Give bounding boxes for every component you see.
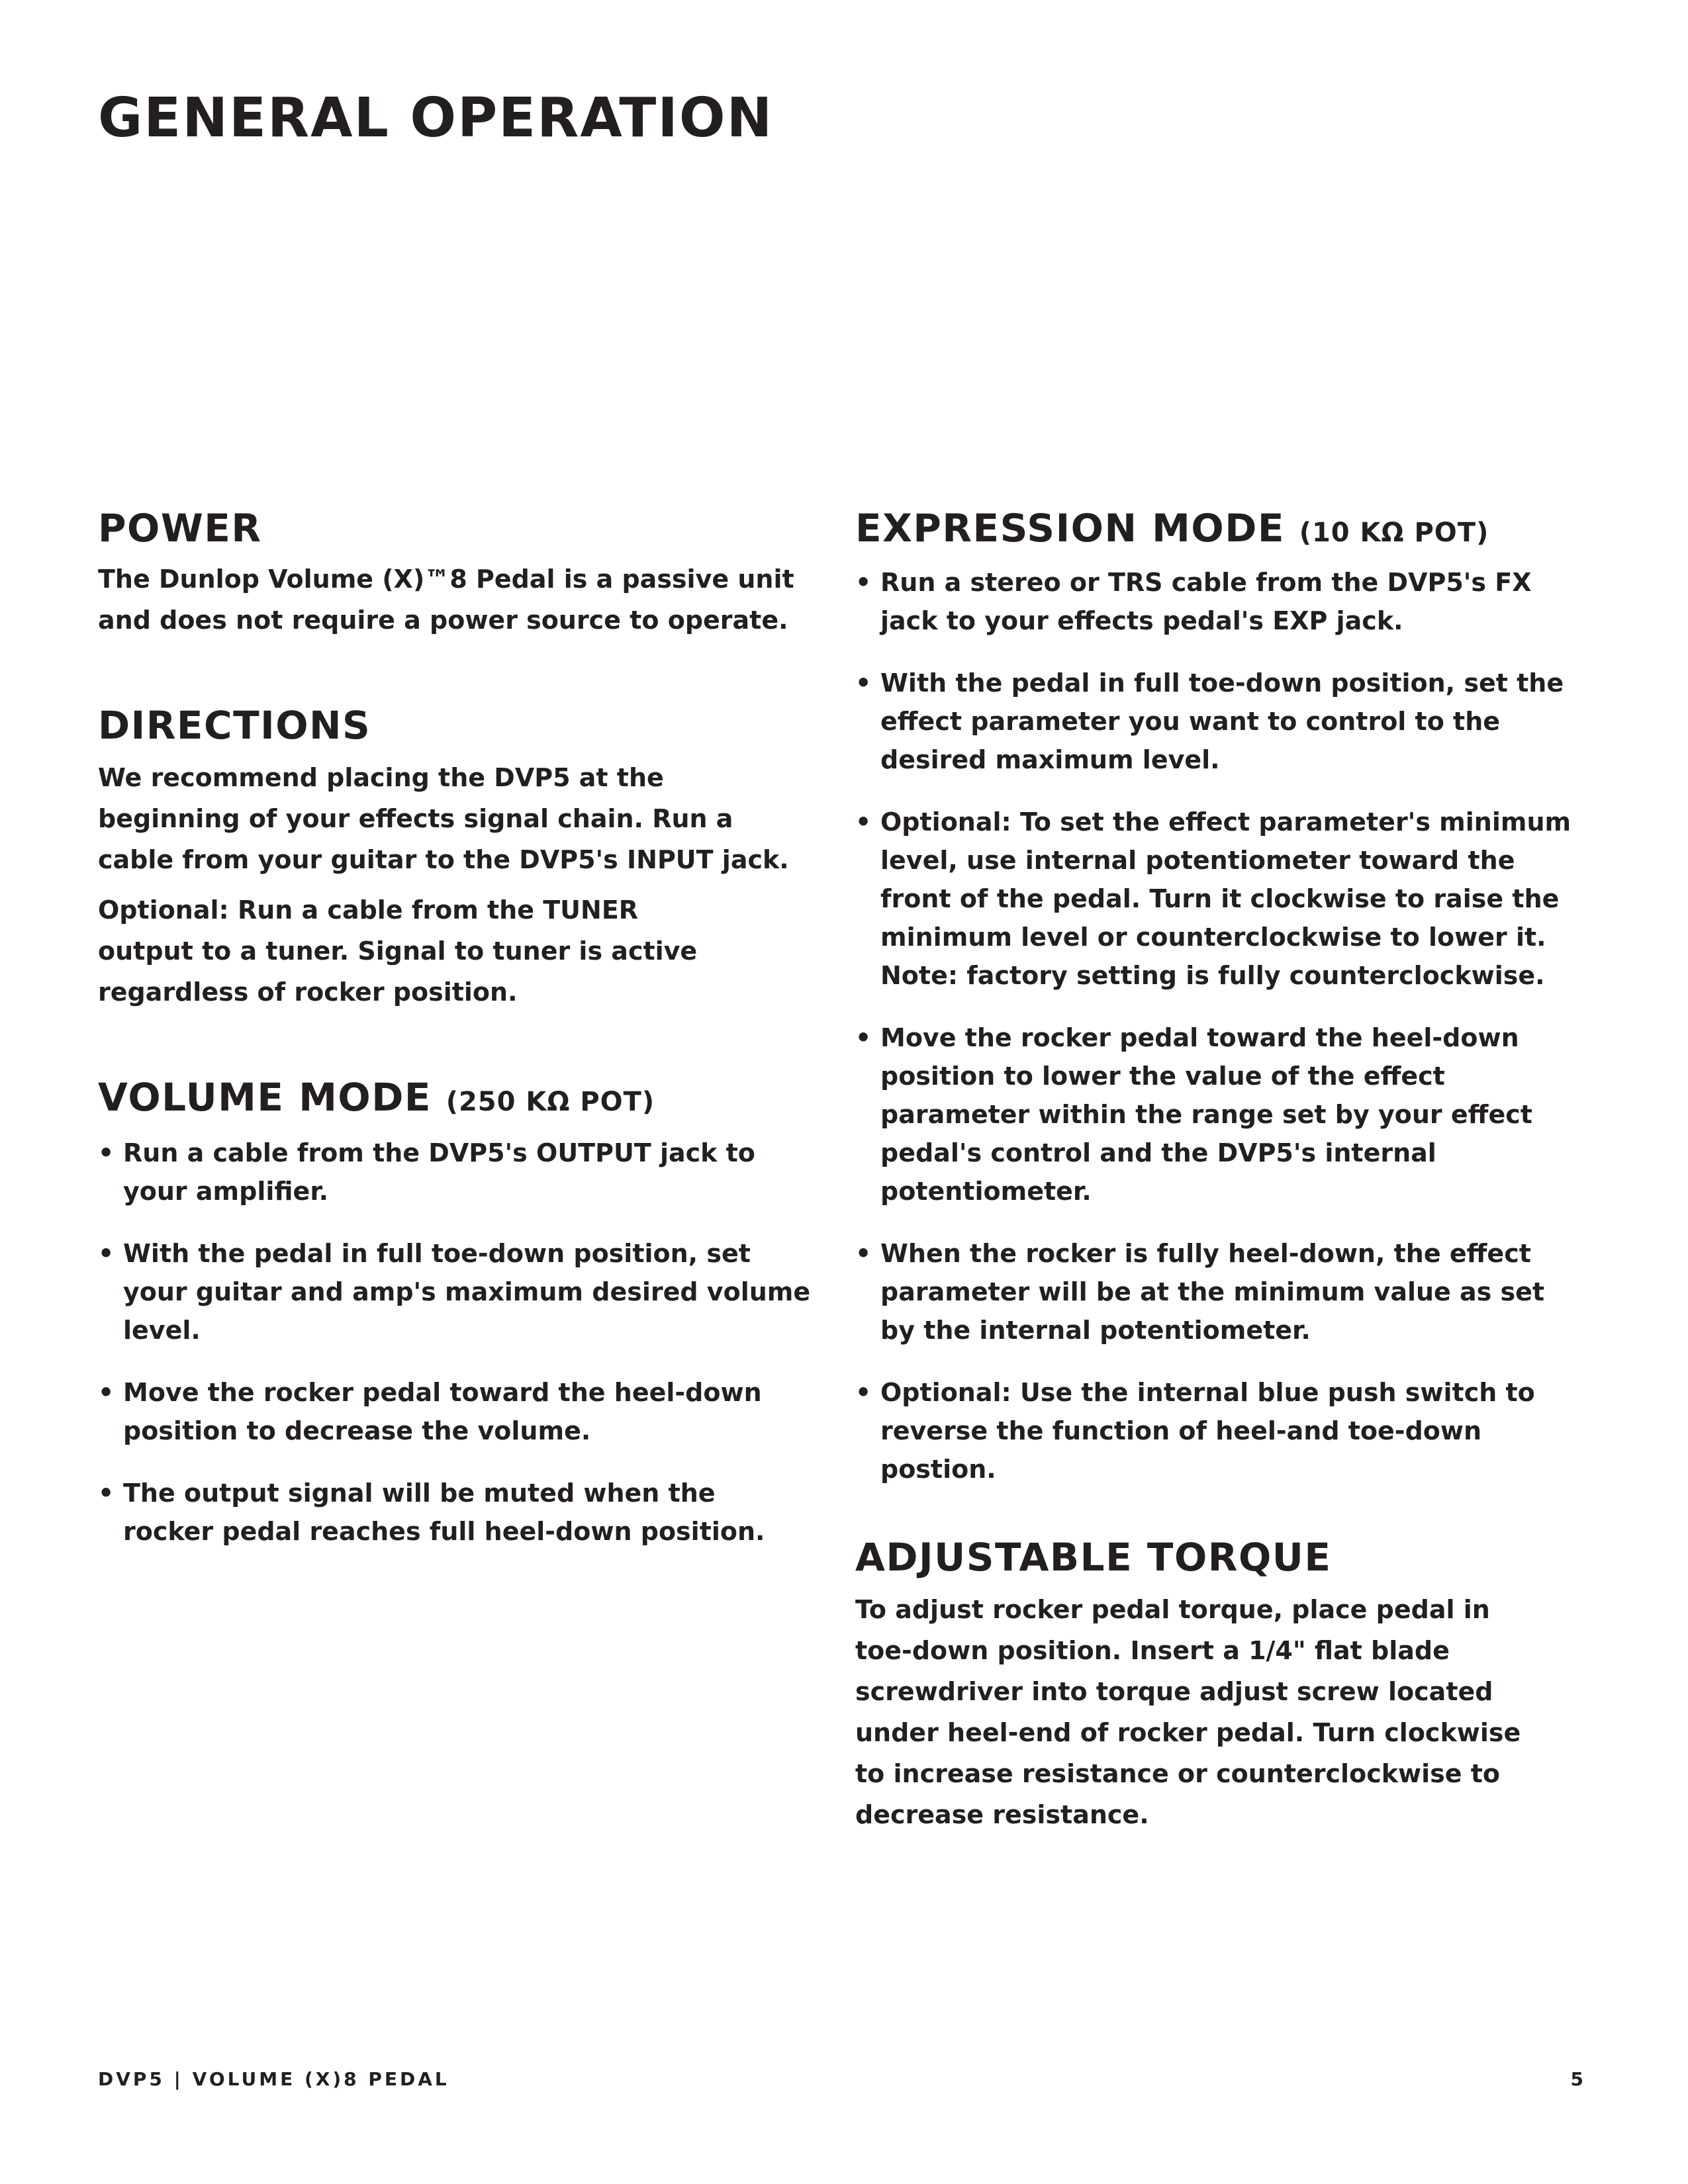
directions-section [98, 699, 813, 1013]
bullet-icon: • [855, 1239, 872, 1268]
volume-mode-title: VOLUME MODE [98, 1075, 432, 1120]
expression-mode-heading [855, 502, 1583, 559]
directions-body: We recommend placing the DVP5 at the beginning of your effects signal chain. Run a cable from your guitar to the DVP5's INPUT jack. [98, 763, 789, 874]
bullet-icon: • [855, 1023, 872, 1052]
list-item [855, 664, 1583, 779]
power-body: The Dunlop Volume (X)™8 Pedal is a passive unit and does not require a power source to operate. [98, 565, 794, 635]
footer-product-name: DVP5 | VOLUME (X)8 PEDAL [98, 2068, 449, 2090]
list-item [855, 803, 1583, 995]
list-item-text: With the pedal in full toe-down position, set your guitar and amp's maximum desired volume level. [123, 1239, 811, 1345]
list-item [98, 1373, 813, 1450]
expression-mode-title: EXPRESSION MODE [855, 506, 1285, 551]
bullet-icon: • [98, 1479, 115, 1508]
list-item-text: Optional: Use the internal blue push switch to reverse the function of heel-and toe-down postion. [880, 1378, 1535, 1484]
adjustable-torque-heading: ADJUSTABLE TORQUE [855, 1535, 1332, 1580]
list-item [855, 1234, 1583, 1349]
list-item-text: Run a stereo or TRS cable from the DVP5's FX jack to your effects pedal's EXP jack. [880, 568, 1532, 635]
expression-mode-section [855, 502, 1583, 1488]
list-item-text: Run a cable from the DVP5's OUTPUT jack to your amplifier. [123, 1138, 755, 1206]
volume-mode-list [98, 1134, 813, 1551]
volume-mode-subtitle: (250 KΩ POT) [445, 1087, 655, 1117]
bullet-icon: • [855, 568, 872, 597]
list-item-text: With the pedal in full toe-down position, set the effect parameter you want to control to the desired maximum level. [880, 668, 1564, 774]
power-heading: POWER [98, 506, 262, 551]
volume-mode-heading [98, 1071, 813, 1128]
list-item-text: Move the rocker pedal toward the heel-down position to decrease the volume. [123, 1378, 762, 1445]
adjustable-torque-section [855, 1531, 1583, 1835]
list-item [855, 1373, 1583, 1488]
list-item [98, 1134, 813, 1210]
list-item-text: Move the rocker pedal toward the heel-down position to lower the value of the effect parameter within the range set by your effect pedal's control and the DVP5's internal potentiometer. [880, 1023, 1532, 1206]
bullet-icon: • [855, 807, 872, 837]
page-number: 5 [1570, 2068, 1583, 2090]
left-column [98, 502, 813, 1574]
bullet-icon: • [98, 1378, 115, 1407]
page-title: GENERAL OPERATION [98, 87, 774, 150]
list-item-text: Optional: To set the effect parameter's minimum level, use internal potentiometer toward the front of the pedal. Turn it clockwise to raise the minimum level or counterclockwise to lower it. Note: factory setting is fully counterclockwise. [880, 807, 1571, 990]
expression-mode-subtitle: (10 KΩ POT) [1299, 518, 1489, 548]
list-item [98, 1474, 813, 1551]
directions-heading: DIRECTIONS [98, 703, 371, 748]
power-section [98, 502, 813, 641]
list-item [98, 1234, 813, 1349]
list-item-text: The output signal will be muted when the rocker pedal reaches full heel-down position. [123, 1479, 765, 1546]
right-column [855, 502, 1583, 1835]
directions-optional: Optional: Run a cable from the TUNER output to a tuner. Signal to tuner is active regardless of rocker position. [98, 895, 698, 1007]
bullet-icon: • [855, 1378, 872, 1407]
list-item [855, 1019, 1583, 1210]
expression-mode-list [855, 563, 1583, 1488]
bullet-icon: • [98, 1239, 115, 1268]
list-item [855, 563, 1583, 640]
adjustable-torque-body: To adjust rocker pedal torque, place pedal in toe-down position. Insert a 1/4" flat blade screwdriver into torque adjust screw located under heel-end of rocker pedal. Turn clockwise to increase resistance or counterclockwise to decrease resistance. [855, 1595, 1521, 1829]
list-item-text: When the rocker is fully heel-down, the effect parameter will be at the minimum value as set by the internal potentiometer. [880, 1239, 1545, 1345]
bullet-icon: • [98, 1138, 115, 1167]
bullet-icon: • [855, 668, 872, 698]
volume-mode-section [98, 1071, 813, 1551]
